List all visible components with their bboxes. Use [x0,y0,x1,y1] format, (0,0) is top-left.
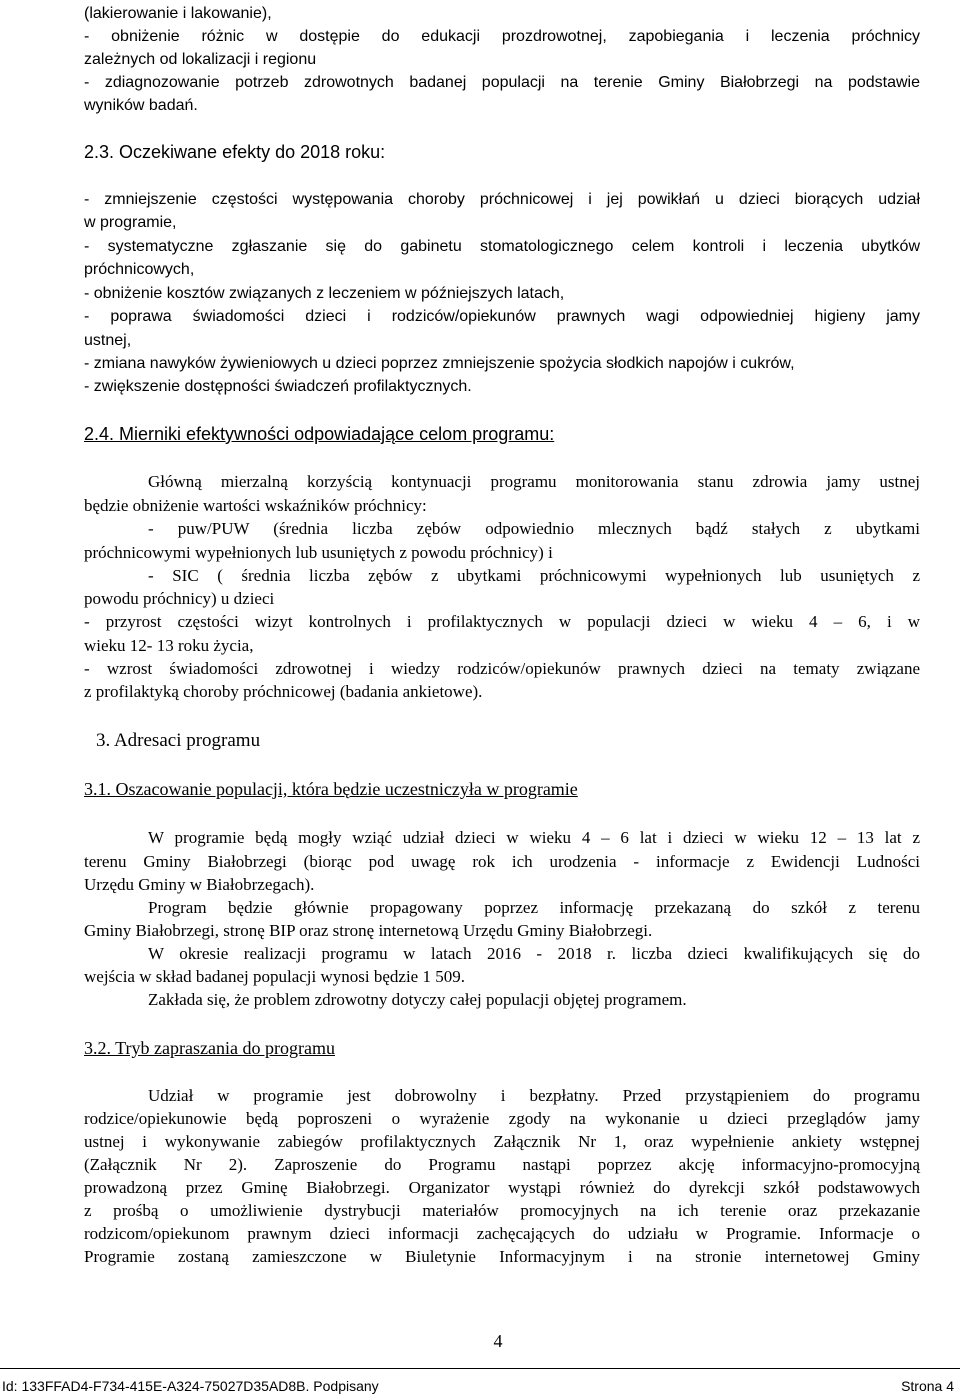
text-line: wieku 12- 13 roku życia, [84,636,254,655]
text-line: - zwiększenie dostępności świadczeń profilaktycznych. [84,378,472,395]
section-heading: 2.3. Oczekiwane efekty do 2018 roku: [84,142,386,162]
section-heading: 3.2. Tryb zapraszania do programu [84,1038,335,1058]
page-number: 4 [493,1331,503,1351]
text-line: będzie obniżenie wartości wskaźników próchnicy: [84,496,427,515]
text-line: Programie zostaną zamieszczone w Biuletynie Informacyjnym i na stronie internetowej Gminy [84,1247,920,1266]
text-line: ustnej i wykonywanie zabiegów profilaktycznych Załącznik Nr 1, oraz wypełnienie ankiety wstępnej [84,1132,920,1151]
text-line: W okresie realizacji programu w latach 2016 - 2018 r. liczba dzieci kwalifikujących się do [148,944,920,963]
text-line: Główną mierzalną korzyścią kontynuacji programu monitorowania stanu zdrowia jamy ustnej [148,472,920,491]
text-line: - SIC ( średnia liczba zębów z ubytkami próchnicowymi wypełnionych lub usuniętych z [148,566,920,585]
text-line: zależnych od lokalizacji i regionu [84,51,317,68]
text-line: W programie będą mogły wziąć udział dzieci w wieku 4 – 6 lat i dzieci w wieku 12 – 13 lat z [148,828,920,847]
footer-document-id: Id: 133FFAD4-F734-415E-A324-75027D35AD8B. Podpisany [2,1378,379,1394]
text-line: Program będzie głównie propagowany poprzez informację przekazaną do szkół z terenu [148,898,920,917]
text-line: Zakłada się, że problem zdrowotny dotyczy całej populacji objętej programem. [148,990,687,1009]
text-line: Urzędu Gminy w Białobrzegach). [84,875,315,894]
footer-page-label: Strona 4 [901,1378,954,1394]
text-line: w programie, [84,214,177,231]
text-line: (lakierowanie i lakowanie), [84,5,272,22]
text-line: próchnicowych, [84,261,195,278]
text-line: - zmniejszenie częstości występowania choroby próchnicowej i jej powikłań u dzieci biorących udział [84,191,920,208]
text-line: wyników badań. [84,97,198,114]
text-line: - wzrost świadomości zdrowotnej i wiedzy rodziców/opiekunów prawnych dzieci na tematy związane [84,659,920,678]
text-line: - poprawa świadomości dzieci i rodziców/opiekunów prawnych wagi odpowiedniej higieny jamy [84,308,920,325]
section-heading: 2.4. Mierniki efektywności odpowiadające celom programu: [84,424,555,444]
text-line: - zmiana nawyków żywieniowych u dzieci poprzez zmniejszenie spożycia słodkich napojów i cukrów, [84,355,795,372]
text-line: - zdiagnozowanie potrzeb zdrowotnych badanej populacji na terenie Gminy Białobrzegi na podstawie [84,74,920,91]
text-line: prowadzoną przez Gminę Białobrzegi. Organizator wystąpi również do dyrekcji szkół podstawowych [84,1178,920,1197]
text-line: rodzicom/opiekunom prawnym dzieci informacji zachęcających do udziału w Programie. Informacje o [84,1224,920,1243]
text-line: Gminy Białobrzegi, stronę BIP oraz stronę internetową Urzędu Gminy Białobrzegi. [84,921,653,940]
text-line: - systematyczne zgłaszanie się do gabinetu stomatologicznego celem kontroli i leczenia ubytków [84,238,920,255]
text-line: wejścia w skład badanej populacji wynosi będzie 1 509. [84,967,465,986]
text-line: - puw/PUW (średnia liczba zębów odpowiednio mlecznych bądź stałych z ubytkami [148,519,920,538]
text-line: Udział w programie jest dobrowolny i bezpłatny. Przed przystąpieniem do programu [148,1086,920,1105]
text-line: - obniżenie różnic w dostępie do edukacji prozdrowotnej, zapobiegania i leczenia próchnicy [84,28,920,45]
text-line: powodu próchnicy) u dzieci [84,589,275,608]
text-line: rodzice/opiekunowie będą poproszeni o wyrażenie zgody na wykonanie u dzieci przeglądów jamy [84,1109,920,1128]
text-line: z profilaktyką choroby próchnicowej (badania ankietowe). [84,682,483,701]
footer-divider [0,1368,960,1369]
section-heading: 3.1. Oszacowanie populacji, która będzie uczestniczyła w programie [84,779,578,799]
text-line: terenu Gminy Białobrzegi (biorąc pod uwagę rok ich urodzenia - informacje z Ewidencji Ludności [84,852,920,871]
text-line: z prośbą o umożliwienie dystrybucji materiałów promocyjnych na ich terenie oraz przekazanie [84,1201,920,1220]
text-line: (Załącznik Nr 2). Zaproszenie do Programu nastąpi poprzez akcję informacyjno-promocyjną [84,1155,920,1174]
text-line: próchnicowymi wypełnionych lub usuniętych z powodu próchnicy) i [84,543,553,562]
chapter-heading: 3. Adresaci programu [96,730,261,751]
text-line: ustnej, [84,332,132,349]
text-line: - przyrost częstości wizyt kontrolnych i profilaktycznych w populacji dzieci w wieku 4 – 6, i w [84,612,920,631]
text-line: - obniżenie kosztów związanych z leczeniem w późniejszych latach, [84,285,565,302]
